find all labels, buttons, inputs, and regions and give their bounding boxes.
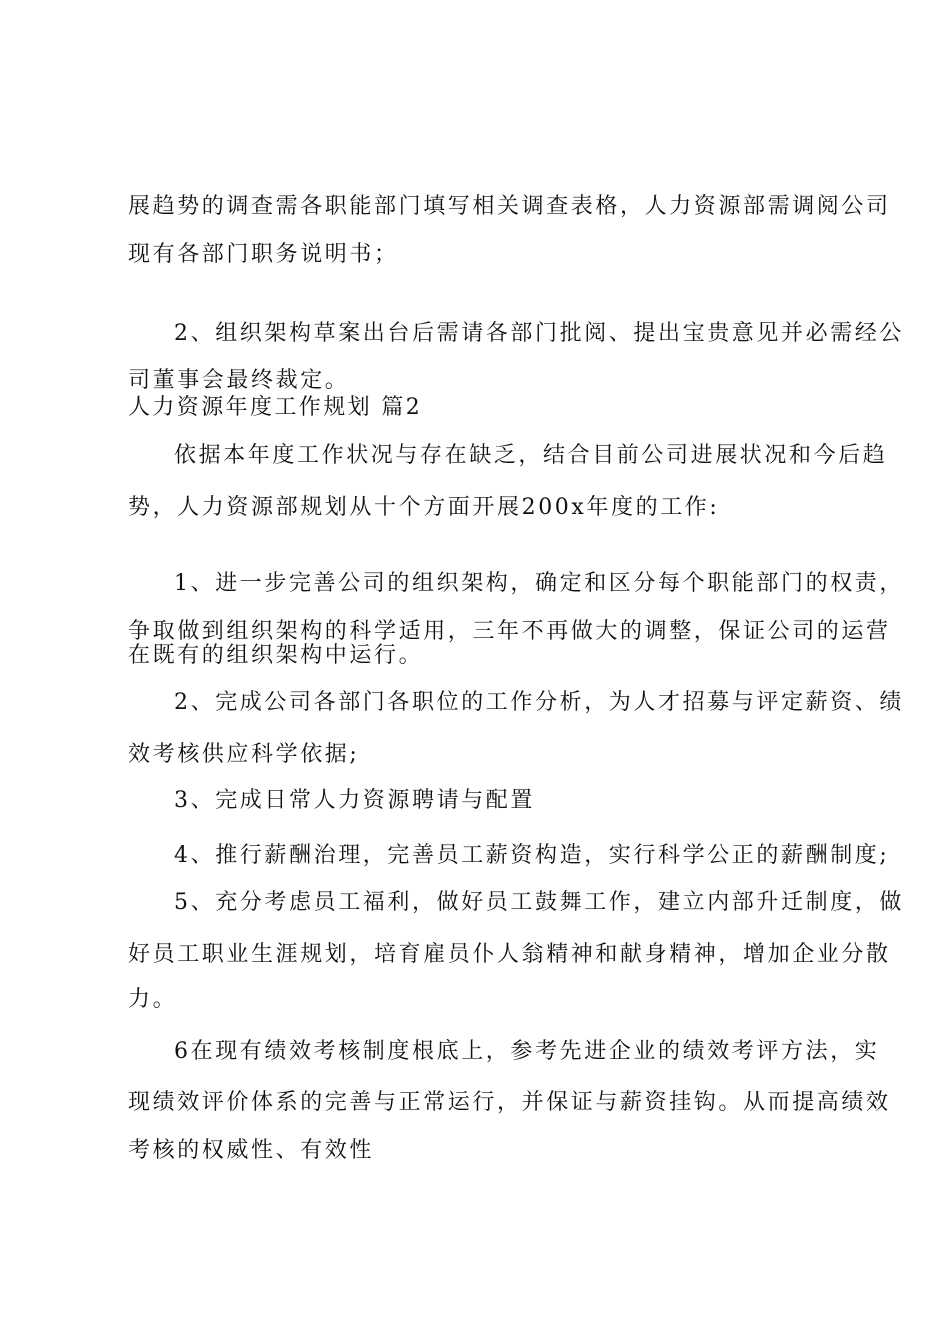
text-line: 效考核供应科学依据;	[128, 742, 360, 767]
text-line: 好员工职业生涯规划，培育雇员仆人翁精神和献身精神，增加企业分散	[128, 942, 891, 967]
text-line: 依据本年度工作状况与存在缺乏，结合目前公司进展状况和今后趋	[174, 443, 888, 468]
text-line: 司董事会最终裁定。	[128, 368, 350, 393]
text-line: 3、完成日常人力资源聘请与配置	[174, 788, 535, 813]
text-line: 现有各部门职务说明书；	[128, 242, 399, 267]
text-line: 争取做到组织架构的科学适用，三年不再做大的调整，保证公司的运营	[128, 619, 891, 644]
text-line: 力。	[128, 987, 178, 1012]
text-line: 在既有的组织架构中运行。	[128, 643, 424, 668]
text-line: 现绩效评价体系的完善与正常运行，并保证与薪资挂钩。从而提高绩效	[128, 1090, 891, 1115]
text-line: 4、推行薪酬治理，完善员工薪资构造，实行科学公正的薪酬制度;	[174, 843, 890, 868]
text-line: 5、充分考虑员工福利，做好员工鼓舞工作，建立内部升迁制度，做	[174, 890, 904, 915]
text-line: 考核的权威性、有效性	[128, 1138, 375, 1163]
text-line: 势，人力资源部规划从十个方面开展200x年度的工作:	[128, 495, 720, 520]
text-line: 6在现有绩效考核制度根底上，参考先进企业的绩效考评方法，实	[174, 1039, 880, 1064]
text-line: 展趋势的调查需各职能部门填写相关调查表格，人力资源部需调阅公司	[128, 194, 891, 219]
text-line: 2、完成公司各部门各职位的工作分析，为人才招募与评定薪资、绩	[174, 690, 904, 715]
text-line: 1、进一步完善公司的组织架构，确定和区分每个职能部门的权责，	[174, 571, 904, 596]
text-line: 2、组织架构草案出台后需请各部门批阅、提出宝贵意见并必需经公	[174, 321, 904, 346]
section-heading: 人力资源年度工作规划 篇2	[128, 395, 423, 420]
